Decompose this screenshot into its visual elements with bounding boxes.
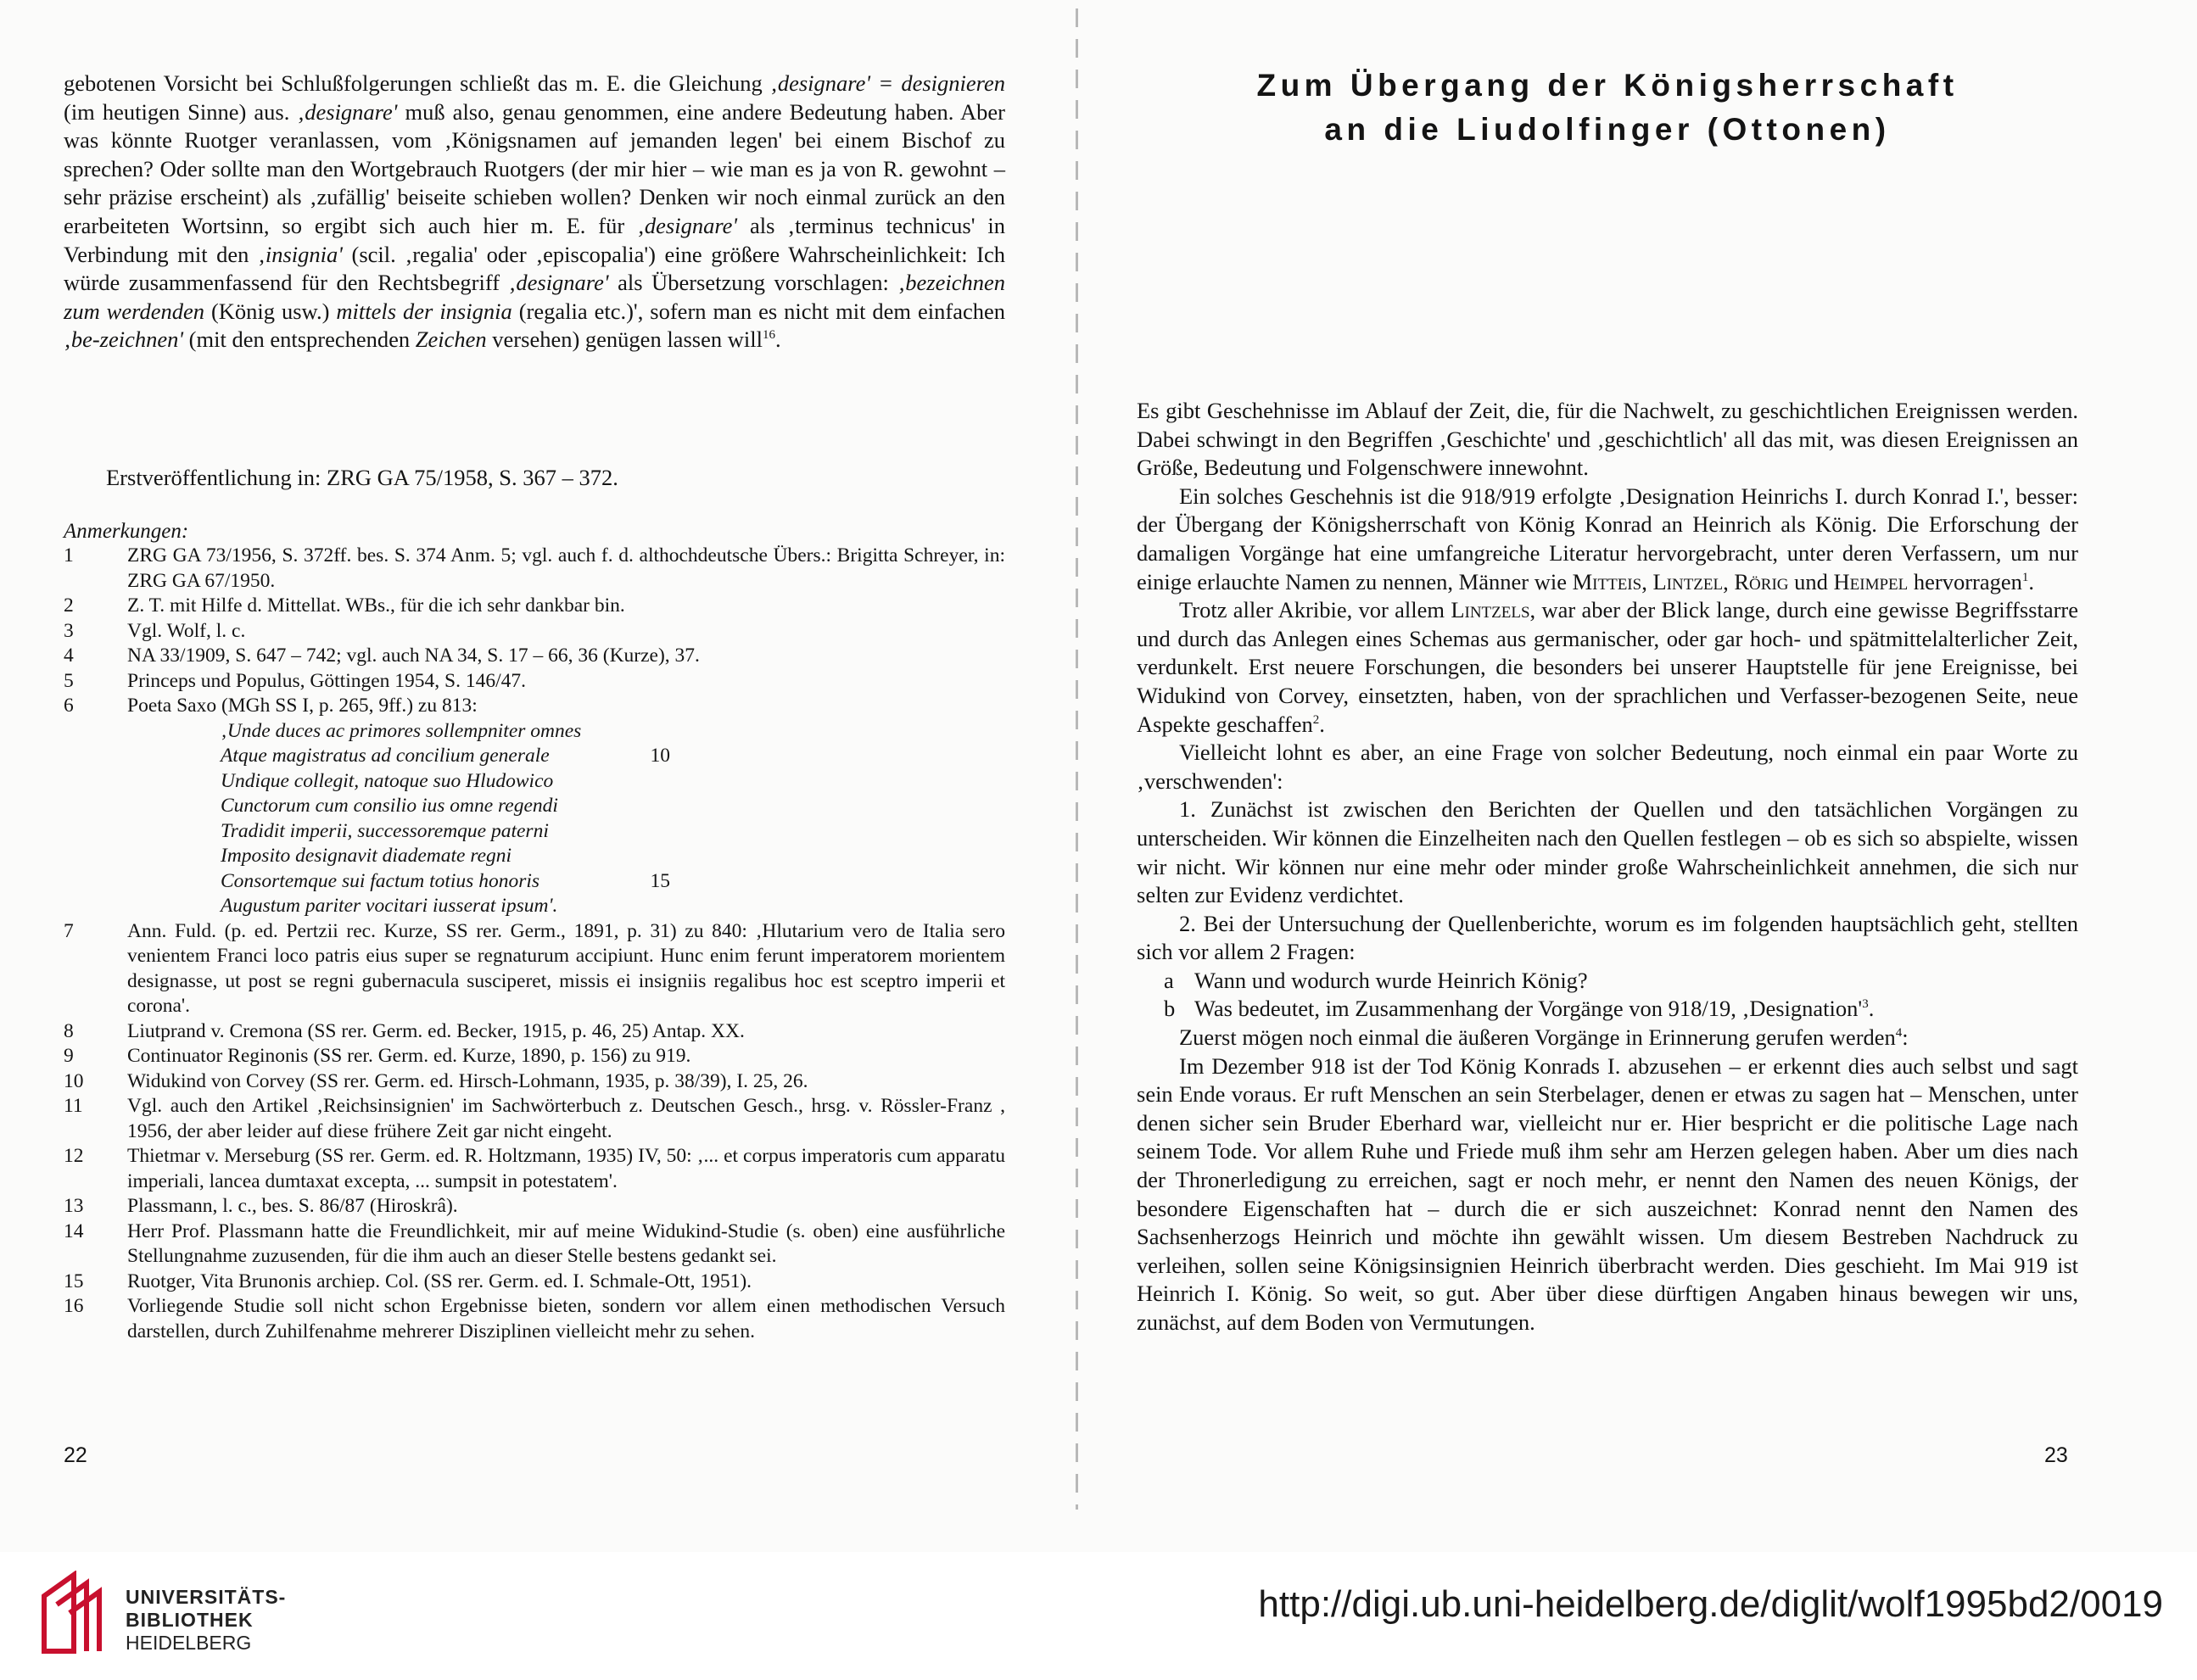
author-name: Heimpel	[1833, 568, 1909, 594]
footnote-number: 7	[64, 919, 74, 942]
text-run: ,	[1641, 568, 1653, 594]
text-run: (regalia etc.)', sofern man es nicht mit dem einfachen	[512, 298, 1005, 324]
footnote	[64, 694, 1005, 719]
footnote-text: Z. T. mit Hilfe d. Mittellat. WBs., für die ich sehr dankbar bin.	[127, 594, 625, 617]
text-run: (im heutigen Sinne) aus.	[64, 98, 298, 125]
poem-line-text: Atque magistratus ad concilium generale	[221, 745, 550, 767]
footnote-text: Vorliegende Studie soll nicht schon Ergebnisse bieten, sondern vor allem einen methodischen Versuch darstellen, durch Zuhilfenahme mehrerer Disziplinen vielleicht mehr zu sehen.	[127, 1295, 1005, 1342]
text-run: Zuerst mögen noch einmal die äußeren Vorgänge in Erinnerung gerufen werden	[1179, 1024, 1896, 1051]
footnote-text: Princeps und Populus, Göttingen 1954, S. 146/47.	[127, 669, 527, 692]
text-run: als ‚terminus technicus' in Verbindung mit den	[64, 212, 1005, 267]
footnote-number: 10	[64, 1069, 84, 1092]
text-run: versehen) genügen lassen will	[486, 327, 763, 353]
poem-line-text: ‚Unde duces ac primores sollempniter omnes	[221, 719, 582, 742]
text-run: :	[1902, 1024, 1909, 1051]
text-run-italic: mittels der insignia	[336, 298, 512, 324]
footnote-text: Widukind von Corvey (SS rer. Germ. ed. Hirsch-Lohmann, 1935, p. 38/39), I. 25, 26.	[127, 1069, 808, 1092]
footnote	[64, 669, 1005, 695]
poem-line-text: Tradidit imperii, successoremque paterni	[221, 819, 549, 842]
footnote-ref: 16	[762, 328, 775, 343]
left-page-text	[64, 70, 1005, 354]
author-name: Rörig	[1734, 568, 1789, 594]
text-run: , war aber der Blick lange, durch eine gewisse Begriffsstarre und durch das Anlegen eines Schemas aus germanischer, oder gar hoch- und spätmittelalterlicher Zeit, verdunkelt. Erst neuere Forschungen, die besonders bei unserer Hauptstelle für jene Ereignisse, bei Widukind von Corvey, einsetzten, haben, von der sprachlichen und Verfasser-bezogenen Seite, neue Aspekte geschaffen	[1137, 597, 2078, 737]
footnote-ref: 2	[1312, 712, 1320, 727]
author-name: Lintzel	[1652, 568, 1724, 594]
question-letter: b	[1164, 996, 1176, 1022]
text-run: ,	[1723, 568, 1735, 594]
publication-note: Erstveröffentlichung in: ZRG GA 75/1958, S. 367 – 372.	[106, 465, 618, 490]
footnote-number: 13	[64, 1195, 84, 1217]
footnote-text: Liutprand v. Cremona (SS rer. Germ. ed. Becker, 1915, p. 46, 25) Antap. XX.	[127, 1019, 745, 1042]
footnote-number: 11	[64, 1095, 83, 1117]
text-run: (mit den entsprechenden	[183, 327, 416, 353]
footnote-text: Continuator Reginonis (SS rer. Germ. ed. Kurze, 1890, p. 156) zu 919.	[127, 1045, 691, 1067]
chapter-title-line: Zum Übergang der Königsherrschaft	[1256, 68, 1959, 103]
text-run: gebotenen Vorsicht bei Schlußfolgerungen schließt das m. E. die Gleichung	[64, 70, 770, 96]
author-name: Mitteis	[1572, 568, 1642, 594]
footnote-number: 4	[64, 645, 74, 667]
footnote-text: ZRG GA 73/1956, S. 372ff. bes. S. 374 Anm. 5; vgl. auch f. d. althochdeutsche Übers.: Brigitta Schreyer, in: ZRG GA 67/1950.	[127, 544, 1005, 592]
poem-line-text: Cunctorum cum consilio ius omne regendi	[221, 795, 558, 817]
text-run: als Übersetzung vorschlagen:	[608, 270, 898, 296]
notes-list	[64, 544, 1005, 1344]
text-run-italic: Zeichen	[415, 327, 487, 353]
footnote-text: Ruotger, Vita Brunonis archiep. Col. (SS rer. Germ. ed. I. Schmale-Ott, 1951).	[127, 1270, 752, 1292]
text-run: Ein solches Geschehnis ist die 918/919 erfolgte ‚Designation Heinrichs I. durch Konrad I.', besser: der Übergang der Königsherrschaft von König Konrad an Heinrich als König. Die Erforschung der damaligen Vorgänge hat eine umfangreiche Literatur hervorgebracht, unter deren Verfassern, um nur einige erlauchte Namen zu nennen, Männer wie	[1137, 483, 2078, 594]
text-run: (scil. ‚regalia' oder ‚episcopalia') eine größere Wahrscheinlichkeit: Ich würde zusammenfassend für den Rechtsbegriff	[64, 241, 1005, 296]
poem-line	[221, 894, 670, 919]
footnote-number: 6	[64, 695, 74, 717]
footnote-number: 16	[64, 1295, 84, 1317]
footnote	[64, 619, 1005, 645]
paragraph	[1137, 1024, 2078, 1052]
poem-line	[221, 819, 670, 845]
footnote	[64, 1019, 1005, 1045]
right-page-text	[1137, 397, 2078, 1337]
poem-line-number: 10	[650, 745, 670, 767]
page-number-left: 22	[64, 1443, 87, 1467]
poem-line	[221, 744, 670, 769]
footnote-number: 2	[64, 594, 74, 617]
poem-quote	[221, 719, 670, 919]
text-run-italic: ‚designare'	[637, 212, 738, 238]
footnote-number: 14	[64, 1220, 84, 1242]
paragraph: Vielleicht lohnt es aber, an eine Frage von solcher Bedeutung, noch einmal ein paar Worte zu ‚verschwenden':	[1137, 740, 2078, 794]
author-name: Lintzels	[1451, 597, 1530, 623]
text-run: .	[2028, 568, 2035, 594]
paragraph: Es gibt Geschehnisse im Ablauf der Zeit, die, für die Nachwelt, zu geschichtlichen Ereignissen werden. Dabei schwingt in den Begriffen ‚Geschichte' und ‚geschichtlich' all das mit, was diesen Ereignissen an Größe, Bedeutung und Folgenschwere innewohnt.	[1137, 398, 2078, 481]
footnote-text: Poeta Saxo (MGh SS I, p. 265, 9ff.) zu 813:	[127, 695, 478, 717]
paragraph: 1. Zunächst ist zwischen den Berichten der Quellen und den tatsächlichen Vorgängen zu unterscheiden. Wir können die Einzelheiten nach den Quellen festlegen – ob es sich so abspielte, wissen wir nicht. Wir können nur eine mehr oder minder große Wahrscheinlichkeit annehmen, die sich nur selten zur Evidenz verdichtet.	[1137, 796, 2078, 908]
chapter-title	[1137, 64, 2078, 152]
library-name-line: UNIVERSITÄTS-	[126, 1586, 287, 1608]
footnote-text: NA 33/1909, S. 647 – 742; vgl. auch NA 34, S. 17 – 66, 36 (Kurze), 37.	[127, 645, 700, 667]
poem-line	[221, 869, 670, 895]
footnote-number: 3	[64, 619, 74, 642]
footnote	[64, 1270, 1005, 1295]
poem-line-number: 15	[650, 869, 670, 892]
question-text: Wann und wodurch wurde Heinrich König?	[1194, 967, 1588, 993]
footnote-number: 5	[64, 669, 74, 692]
paragraph: Im Dezember 918 ist der Tod König Konrads I. abzusehen – er erkennt dies auch selbst und sagt sein Ende voraus. Er ruft Menschen an sein Sterbelager, denen er etwas zu sagen hat – Menschen, unter denen sicher sein Bruder Eberhard war, vielleicht nur er. Hier bespricht er die politische Lage nach seinem Tode. Vor allem Ruhe und Friede muß ihm sehr am Herzen gelegen haben. Aber um dies nach der Thronerledigung zu erreichen, sagt er noch mehr, er nennt den Namen des neuen Königs, der besondere Eigenschaften hat – durch die er sich auszeichnet: Konrad nennt den Namen des Sachsenherzogs Heinrich und möchte ihn gewählt wissen. Um diesem Bestreben Nachdruck zu verleihen, sollen seine Königsinsignien Heinrich überbracht werden. Dies geschieht. Im Mai 919 ist Heinrich I. König. So weit, so gut. Aber über diese dürftigen Angaben hinaus bewegen wir uns, zunächst, auf dem Boden von Vermutungen.	[1137, 1052, 2078, 1335]
text-run-italic: ‚bezeichnen zum werdenden	[64, 270, 1005, 324]
library-name-line: BIBLIOTHEK	[126, 1609, 254, 1631]
footnote-text: Vgl. Wolf, l. c.	[127, 619, 246, 642]
footnote-text: Ann. Fuld. (p. ed. Pertzii rec. Kurze, SS rer. Germ., 1891, p. 31) zu 840: ‚Hlutarium vero de Italia sero venientem Franci loco patris eius super se regnaturum accipiunt. Hunc enim ferunt imperatorem morientem designasse, ut post se regni gubernacula susciperet, missis ei insigniis regalibus hoc est sceptro imperii et corona'.	[127, 919, 1005, 1017]
text-run-italic: ‚designare' = designieren	[770, 70, 1005, 96]
text-run-italic: ‚designare'	[297, 98, 398, 125]
library-logo-icon	[27, 1571, 120, 1655]
footnote-number: 9	[64, 1045, 74, 1067]
question-text	[1194, 995, 1874, 1024]
library-name-line: HEIDELBERG	[126, 1632, 252, 1654]
footnote	[64, 1069, 1005, 1095]
footnote	[64, 544, 1005, 594]
paragraph	[1137, 596, 2078, 739]
paragraph: 2. Bei der Untersuchung der Quellenberichte, worum es im folgenden hauptsächlich geht, stellten sich vor allem 2 Fragen:	[1137, 910, 2078, 965]
text-run: (König usw.)	[204, 298, 337, 324]
poem-line-text: Consortemque sui factum totius honoris	[221, 869, 540, 892]
book-gutter	[1076, 8, 1078, 1510]
poem-line-text: Undique collegit, natoque suo Hludowico	[221, 769, 554, 792]
text-run-italic: ‚be-zeichnen'	[64, 327, 184, 353]
footnote	[64, 1144, 1005, 1194]
notes-heading: Anmerkungen:	[64, 520, 189, 543]
text-run: hervorragen	[1908, 568, 2022, 594]
text-run: .	[1868, 996, 1875, 1022]
footnote	[64, 1294, 1005, 1344]
text-run: .	[774, 327, 781, 353]
poem-line	[221, 794, 670, 819]
poem-line	[221, 769, 670, 795]
footnote-text: Vgl. auch den Artikel ‚Reichsinsignien' im Sachwörterbuch z. Deutschen Gesch., hrsg. v. Rössler-Franz , 1956, der aber leider auf diese frühere Zeit gar nicht eingeht.	[127, 1095, 1005, 1142]
footnote-text: Thietmar v. Merseburg (SS rer. Germ. ed. R. Holtzmann, 1935) IV, 50: ‚... et corpus imperatoris cum apparatu imperiali, lancea dumtaxat excepta, ... sumpsit in potestatem'.	[127, 1145, 1005, 1192]
footnote	[64, 1194, 1005, 1220]
footnote-ref: 4	[1895, 1026, 1903, 1041]
text-run-italic: ‚insignia'	[258, 241, 343, 267]
question-b	[1137, 995, 2078, 1024]
page-number-right: 23	[2044, 1443, 2068, 1467]
poem-line-text: Augustum pariter vocitari iusserat ipsum'.	[221, 895, 558, 917]
text-run: muß also, genau genommen, eine andere Bedeutung haben. Aber was könnte Ruotger veranlassen, vom ‚Königsnamen auf jemanden legen' bei einem Bischof zu sprechen? Oder sollte man den Wortgebrauch Ruotgers (der mir hier – wie man es ja von R. gewohnt – sehr präzise erscheint) als ‚zufällig' beiseite schieben wollen? Denken wir noch einmal zurück an den erarbeiteten Wortsinn, so ergibt sich auch hier m. E. für	[64, 98, 1006, 238]
footnote	[64, 1044, 1005, 1069]
footnote-ref: 3	[1862, 997, 1869, 1012]
poem-line	[221, 719, 670, 745]
footnote-number: 12	[64, 1145, 84, 1167]
text-run: und	[1788, 568, 1834, 594]
footnote	[64, 594, 1005, 619]
footnote-number: 8	[64, 1019, 74, 1042]
question-a	[1137, 967, 2078, 996]
permalink-url[interactable]: http://digi.ub.uni-heidelberg.de/diglit/wolf1995bd2/0019	[1258, 1583, 2163, 1625]
chapter-title-line: an die Liudolfinger (Ottonen)	[1324, 112, 1891, 147]
footnote-ref: 1	[2021, 570, 2029, 584]
footnote-text: Herr Prof. Plassmann hatte die Freundlichkeit, mir auf meine Widukind-Studie (s. oben) eine ausführliche Stellungnahme zuzusenden, für die ihm auch an dieser Stelle bestens gedankt sei.	[127, 1220, 1005, 1267]
poem-line-text: Imposito designavit diademate regni	[221, 845, 512, 867]
footnote	[64, 919, 1005, 1019]
text-run: Was bedeutet, im Zusammenhang der Vorgänge von 918/19, ‚Designation'	[1194, 996, 1863, 1022]
footnote	[64, 644, 1005, 669]
poem-line	[221, 844, 670, 869]
paragraph	[1137, 483, 2078, 596]
footnote-text: Plassmann, l. c., bes. S. 86/87 (Hiroskrâ).	[127, 1195, 458, 1217]
footnote-number: 15	[64, 1270, 84, 1292]
library-name	[126, 1586, 286, 1655]
text-run-italic: ‚designare'	[508, 270, 609, 296]
text-run: .	[1319, 711, 1325, 737]
footnote	[64, 1220, 1005, 1270]
footnote-number: 1	[64, 544, 74, 567]
footnote	[64, 1094, 1005, 1144]
text-run: Trotz aller Akribie, vor allem	[1179, 597, 1451, 623]
question-letter: a	[1164, 967, 1174, 993]
